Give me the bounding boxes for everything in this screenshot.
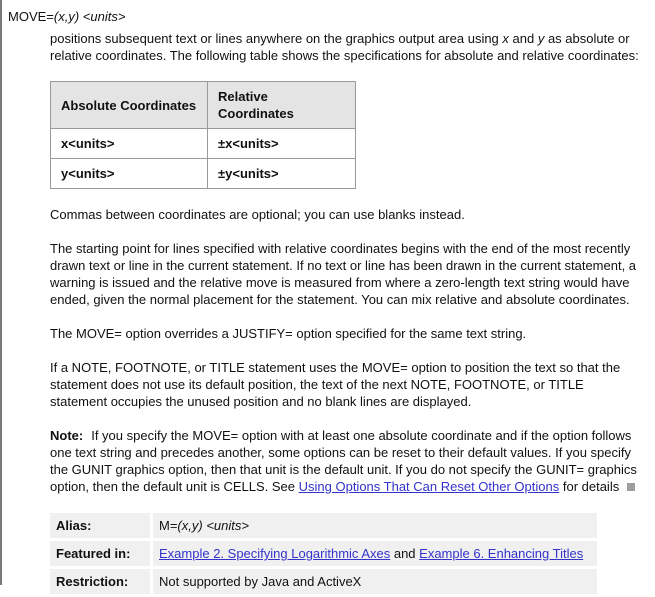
featured-in-row — [50, 541, 597, 566]
option-units: <units> — [82, 9, 126, 24]
coordinates-table — [50, 81, 356, 189]
intro-paragraph: positions subsequent text or lines anywhere on the graphics output area using x and y as absolute or relative coordinates. The following table shows the specifications for absolute and relative coordinates: — [50, 31, 639, 63]
featured-in-value: Example 2. Specifying Logarithmic Axes and Example 6. Enhancing Titles — [153, 541, 597, 566]
coordinates-table-header-row — [51, 82, 356, 129]
cell-plusminus-y-units: ±y<units> — [208, 159, 356, 189]
option-heading — [8, 8, 645, 25]
link-example-6-enhancing-titles[interactable]: Example 6. Enhancing Titles — [419, 546, 584, 561]
restriction-value: Not supported by Java and ActiveX — [153, 569, 597, 594]
alias-row — [50, 513, 597, 538]
paragraph-overrides: The MOVE= option overrides a JUSTIFY= option specified for the same text string. — [50, 326, 527, 341]
featured-in-label: Featured in: — [50, 541, 150, 566]
restriction-row — [50, 569, 597, 594]
paragraph-commas: Commas between coordinates are optional; you can use blanks instead. — [50, 207, 465, 222]
option-name: MOVE= — [8, 9, 54, 24]
cell-x-units: x<units> — [51, 129, 208, 159]
cell-plusminus-x-units: ±x<units> — [208, 129, 356, 159]
note-paragraph: Note: If you specify the MOVE= option with at least one absolute coordinate and if the option follows one text string and precedes another, some options can be reset to their default values. If you specify the GUNIT graphics option, then that unit is the default unit. If you do not specify the GUNIT= graphics option, then the default unit is CELLS. See Using Options That Can Reset Other Options for details — [50, 428, 637, 494]
table-row — [51, 159, 356, 189]
paragraph-starting-point: The starting point for lines specified with relative coordinates begins with the end of the most recently drawn text or line in the current statement. If no text or line has been drawn in the current statement, a warning is issued and the relative move is measured from where a zero-length text string would have ended, given the normal placement for the statement. You can mix relative and absolute coordinates. — [50, 241, 637, 307]
option-metadata-table — [47, 510, 600, 597]
link-using-options-that-can-reset-other-options[interactable]: Using Options That Can Reset Other Options — [298, 479, 560, 494]
option-definition — [50, 30, 641, 597]
variable-x: x — [502, 31, 509, 46]
variable-y: y — [537, 31, 545, 46]
cell-y-units: y<units> — [51, 159, 208, 189]
alias-label: Alias: — [50, 513, 150, 538]
header-relative-coordinates: Relative Coordinates — [208, 82, 356, 129]
alias-value: M=(x,y) <units> — [153, 513, 597, 538]
documentation-page — [2, 0, 655, 597]
table-row — [51, 129, 356, 159]
restriction-label: Restriction: — [50, 569, 150, 594]
option-args: (x,y) — [53, 9, 80, 24]
note-label: Note: — [50, 428, 84, 443]
end-of-section-marker-icon — [627, 483, 635, 491]
link-example-2-specifying-logarithmic-axes[interactable]: Example 2. Specifying Logarithmic Axes — [159, 546, 391, 561]
paragraph-note-footnote-title: If a NOTE, FOOTNOTE, or TITLE statement uses the MOVE= option to position the text so that the statement does not use its default position, the text of the next NOTE, FOOTNOTE, or TITLE statement occupies the unused position and no blank lines are displayed. — [50, 360, 621, 409]
header-absolute-coordinates: Absolute Coordinates — [51, 82, 208, 129]
